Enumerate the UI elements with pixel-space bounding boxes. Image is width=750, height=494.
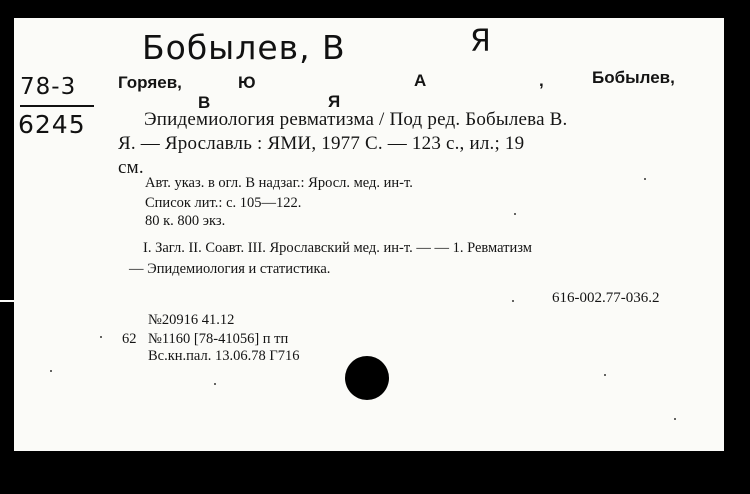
heading-initial-yu: Ю (238, 73, 256, 92)
tracing-line-2: — Эпидемиология и статистика. (129, 261, 331, 277)
shelf-mark-divider (20, 105, 94, 107)
scan-speck (100, 336, 102, 338)
registry-line-2: №1160 [78-41056] п тп (148, 331, 289, 347)
heading-coauthor: Горяев, (118, 73, 182, 92)
shelf-mark-top: 78-3 (20, 74, 77, 100)
scan-speck (214, 383, 216, 385)
registry-line-3: Вс.кн.пал. 13.06.78 Г716 (148, 348, 300, 364)
catalog-card (14, 18, 724, 451)
heading-editor: Бобылев, (592, 68, 675, 87)
note-bibliography: Список лит.: с. 105—122. (145, 195, 302, 211)
udc-index: 616-002.77-036.2 (552, 290, 660, 306)
handwritten-author: Бобылев, В (142, 28, 346, 67)
note-author-info: Авт. указ. в огл. В надзаг.: Яросл. мед. ин-т. (145, 175, 413, 191)
card-punch-hole (345, 356, 389, 400)
scan-speck (50, 370, 52, 372)
scan-speck (512, 300, 514, 302)
heading-initial-ya: Я (328, 92, 341, 111)
note-price-run: 80 к. 800 экз. (145, 213, 226, 229)
description-line-2: Я. — Ярославль : ЯМИ, 1977 С. — 123 с., ил.; 19 (118, 133, 525, 154)
card-edge-mark (0, 300, 14, 302)
scan-speck (604, 374, 606, 376)
handwritten-letter: Я (470, 24, 492, 59)
shelf-mark-bottom: 6245 (18, 110, 86, 139)
registry-line-1: №20916 41.12 (148, 312, 235, 328)
scan-speck (674, 418, 676, 420)
registry-prefix: 62 (122, 331, 137, 347)
description-line-1: Эпидемиология ревматизма / Под ред. Бобылева В. (144, 109, 568, 130)
heading-initial-v: В (198, 93, 211, 112)
description-line-3: см. (118, 157, 144, 178)
scan-speck (514, 213, 516, 215)
tracing-line-1: I. Загл. II. Соавт. III. Ярославский мед. ин-т. — — 1. Ревматизм (143, 240, 532, 256)
heading-comma: , (539, 71, 544, 90)
heading-initial-a: А (414, 71, 427, 90)
scan-speck (644, 178, 646, 180)
